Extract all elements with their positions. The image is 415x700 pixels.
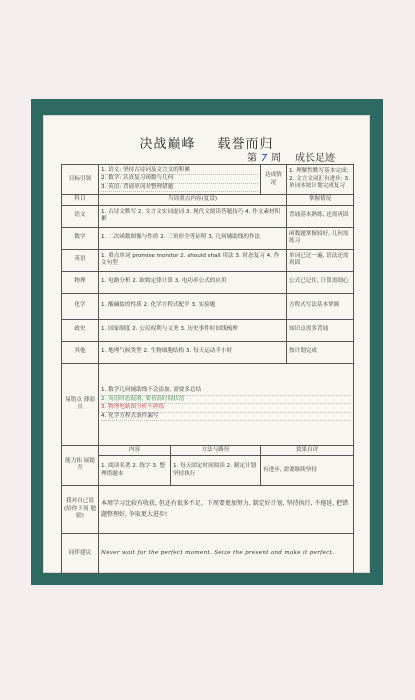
subject-mastery: 函数题掌握较好, 几何需练习 bbox=[287, 227, 354, 249]
goal-item: 2. 数学: 认真复习函数与几何 bbox=[101, 175, 258, 184]
ability-label: 能力拓 展提升 bbox=[62, 445, 99, 486]
mistake-line: 3. 物理电路图分析不熟练 bbox=[101, 404, 351, 413]
subject-mastery: 知识点需多背诵 bbox=[287, 319, 354, 341]
points-header: 当周重点内容(复盘) bbox=[99, 195, 287, 206]
mistake-line: 1. 数学几何辅助线不会添加, 需要多总结 bbox=[101, 387, 351, 396]
subject-mastery: 公式已记住, 计算需细心 bbox=[287, 271, 354, 293]
subject-content: 1. 电路分析 2. 欧姆定律计算 3. 电功率公式的应用 bbox=[99, 271, 287, 293]
advice-text: Never wait for the perfect moment. Seize the present and make it perfect. bbox=[99, 534, 354, 574]
subject-content: 1. 古诗文默写 2. 文言文实词虚词 3. 现代文阅读答题技巧 4. 作文素材积累 bbox=[99, 205, 287, 227]
advice-label: 同伴建议 bbox=[62, 534, 99, 574]
subject-name: 语文 bbox=[62, 205, 99, 227]
subject-mastery: 背诵基本熟练, 还需巩固 bbox=[287, 205, 354, 227]
subject-row bbox=[62, 319, 354, 341]
ability-content-header: 内容 bbox=[99, 445, 171, 456]
review-table bbox=[61, 164, 354, 574]
mistake-line: 2. 英语时态混淆, 要看清时间状语 bbox=[101, 396, 351, 405]
subject-content: 1. 酸碱盐的性质 2. 化学方程式配平 3. 实验题 bbox=[99, 293, 287, 319]
subject-name: 英语 bbox=[62, 249, 99, 271]
ability-effect-header: 效果自评 bbox=[261, 445, 354, 456]
mistakes-label: 易错点 薄弱点 bbox=[62, 363, 99, 445]
week-subtitle: 成长足迹 bbox=[295, 153, 335, 164]
reflect-label: 我对自己说 (给你下周 勉励) bbox=[62, 486, 99, 534]
goal-row bbox=[62, 165, 354, 195]
subject-row bbox=[62, 293, 354, 319]
goal-item: 3. 英语: 背诵单词并整理错题 bbox=[101, 184, 258, 193]
subject-mastery: 单词已过一遍, 语法还需巩固 bbox=[287, 249, 354, 271]
advice-row bbox=[62, 534, 354, 574]
subject-row bbox=[62, 249, 354, 271]
subject-content: 1. 二次函数图像与性质 2. 三角形全等证明 3. 几何辅助线的作法 bbox=[99, 227, 287, 249]
title-left: 决战巅峰 bbox=[139, 137, 196, 152]
subject-name: 数学 bbox=[62, 227, 99, 249]
subject-row bbox=[62, 227, 354, 249]
week-prefix: 第 bbox=[247, 153, 257, 164]
week-number: 7 bbox=[257, 153, 271, 165]
subject-name: 其他 bbox=[62, 341, 99, 363]
goal-items bbox=[99, 165, 261, 195]
ability-method-header: 方法与路径 bbox=[171, 445, 261, 456]
mistake-line: 4. 化学方程式条件漏写 bbox=[101, 413, 351, 422]
subject-name: 化学 bbox=[62, 293, 99, 319]
paper-sheet bbox=[43, 115, 370, 573]
subject-row bbox=[62, 341, 354, 363]
subject-name: 政史 bbox=[62, 319, 99, 341]
ability-effect: 有进步, 需要继续坚持 bbox=[261, 456, 354, 486]
subject-header-row bbox=[62, 195, 354, 206]
week-label bbox=[247, 149, 335, 165]
week-suffix: 周 bbox=[271, 153, 281, 164]
ability-row bbox=[62, 456, 354, 486]
ability-method: 1. 每天固定时间阅读 2. 制定计划坚持执行 bbox=[171, 456, 261, 486]
status-label: 达成情况 bbox=[261, 165, 287, 195]
subject-mastery: 按计划完成 bbox=[287, 341, 354, 363]
mistakes-row bbox=[62, 363, 354, 445]
subject-content: 1. 重点单词 promise monitor 2. should shall 用法 3. 时态复习 4. 作文句型 bbox=[99, 249, 287, 271]
reflect-text: 本周学习比较有收获, 但还有很多不足。下周要更加努力, 制定好计划, 坚持执行, 不拖延, 把错题整理好, 争取更大进步! bbox=[99, 486, 354, 534]
mistakes-content bbox=[99, 363, 354, 445]
subject-name: 物理 bbox=[62, 271, 99, 293]
mastery-header: 掌握情况 bbox=[287, 195, 354, 206]
subject-content: 1. 国家制度 2. 公民权利与义务 3. 历史事件时间线梳理 bbox=[99, 319, 287, 341]
goal-label: 目标引领 bbox=[62, 165, 99, 195]
subject-row bbox=[62, 205, 354, 227]
ability-header-row bbox=[62, 445, 354, 456]
goal-status: 1. 理解性默写基本完成; 2. 文言文词汇有进步; 3. 单词本按计划完成复习 bbox=[287, 165, 354, 195]
subject-content: 1. 地理气候类型 2. 生物细胞结构 3. 每天运动半小时 bbox=[99, 341, 287, 363]
subject-mastery: 方程式写法基本掌握 bbox=[287, 293, 354, 319]
title-right: 载誉而归 bbox=[217, 137, 274, 152]
goal-item: 1. 语文: 坚持古诗词及文言文的积累 bbox=[101, 167, 258, 176]
reflect-row bbox=[62, 486, 354, 534]
subject-row bbox=[62, 271, 354, 293]
subject-header: 科目 bbox=[62, 195, 99, 206]
ability-content: 1. 阅读名著 2. 练字 3. 整理错题本 bbox=[99, 456, 171, 486]
